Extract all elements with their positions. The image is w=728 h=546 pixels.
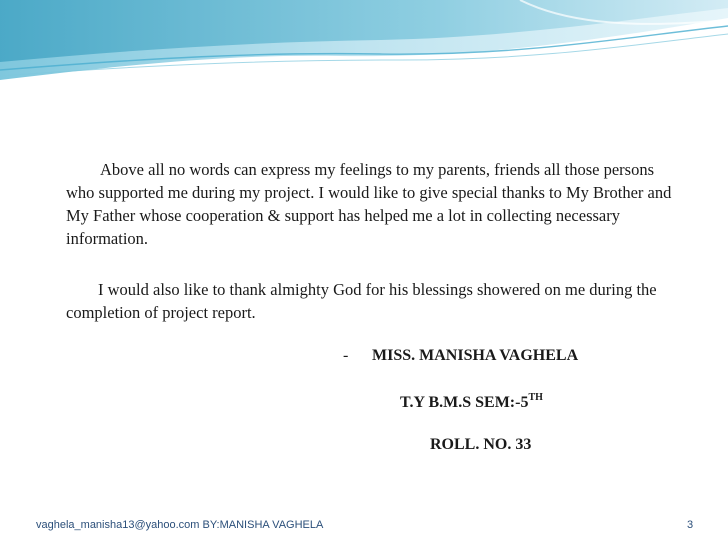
slide-number: 3 — [687, 519, 694, 531]
footer-author-info: vaghela_manisha13@yahoo.com BY:MANISHA VAGHELA — [36, 519, 324, 531]
acknowledgement-paragraph-2: I would also like to thank almighty God for his blessings showered on me during the completion of project report. — [66, 280, 657, 322]
acknowledgement-paragraph-1: Above all no words can express my feelings to my parents, friends all those persons who supported me during my project. I would like to give special thanks to My Brother and My Father whose cooperation & support has helped me a lot in collecting necessary information. — [66, 160, 672, 248]
signature-dash: - — [343, 347, 349, 364]
signature-name: MISS. MANISHA VAGHELA — [372, 347, 579, 364]
signature-class-text: T.Y B.M.S SEM:-5 — [400, 394, 529, 411]
header-wave-decoration — [0, 0, 728, 100]
signature-class — [400, 392, 543, 412]
signature-roll-number: ROLL. NO. 33 — [430, 436, 532, 453]
signature-class-superscript: TH — [528, 392, 543, 403]
